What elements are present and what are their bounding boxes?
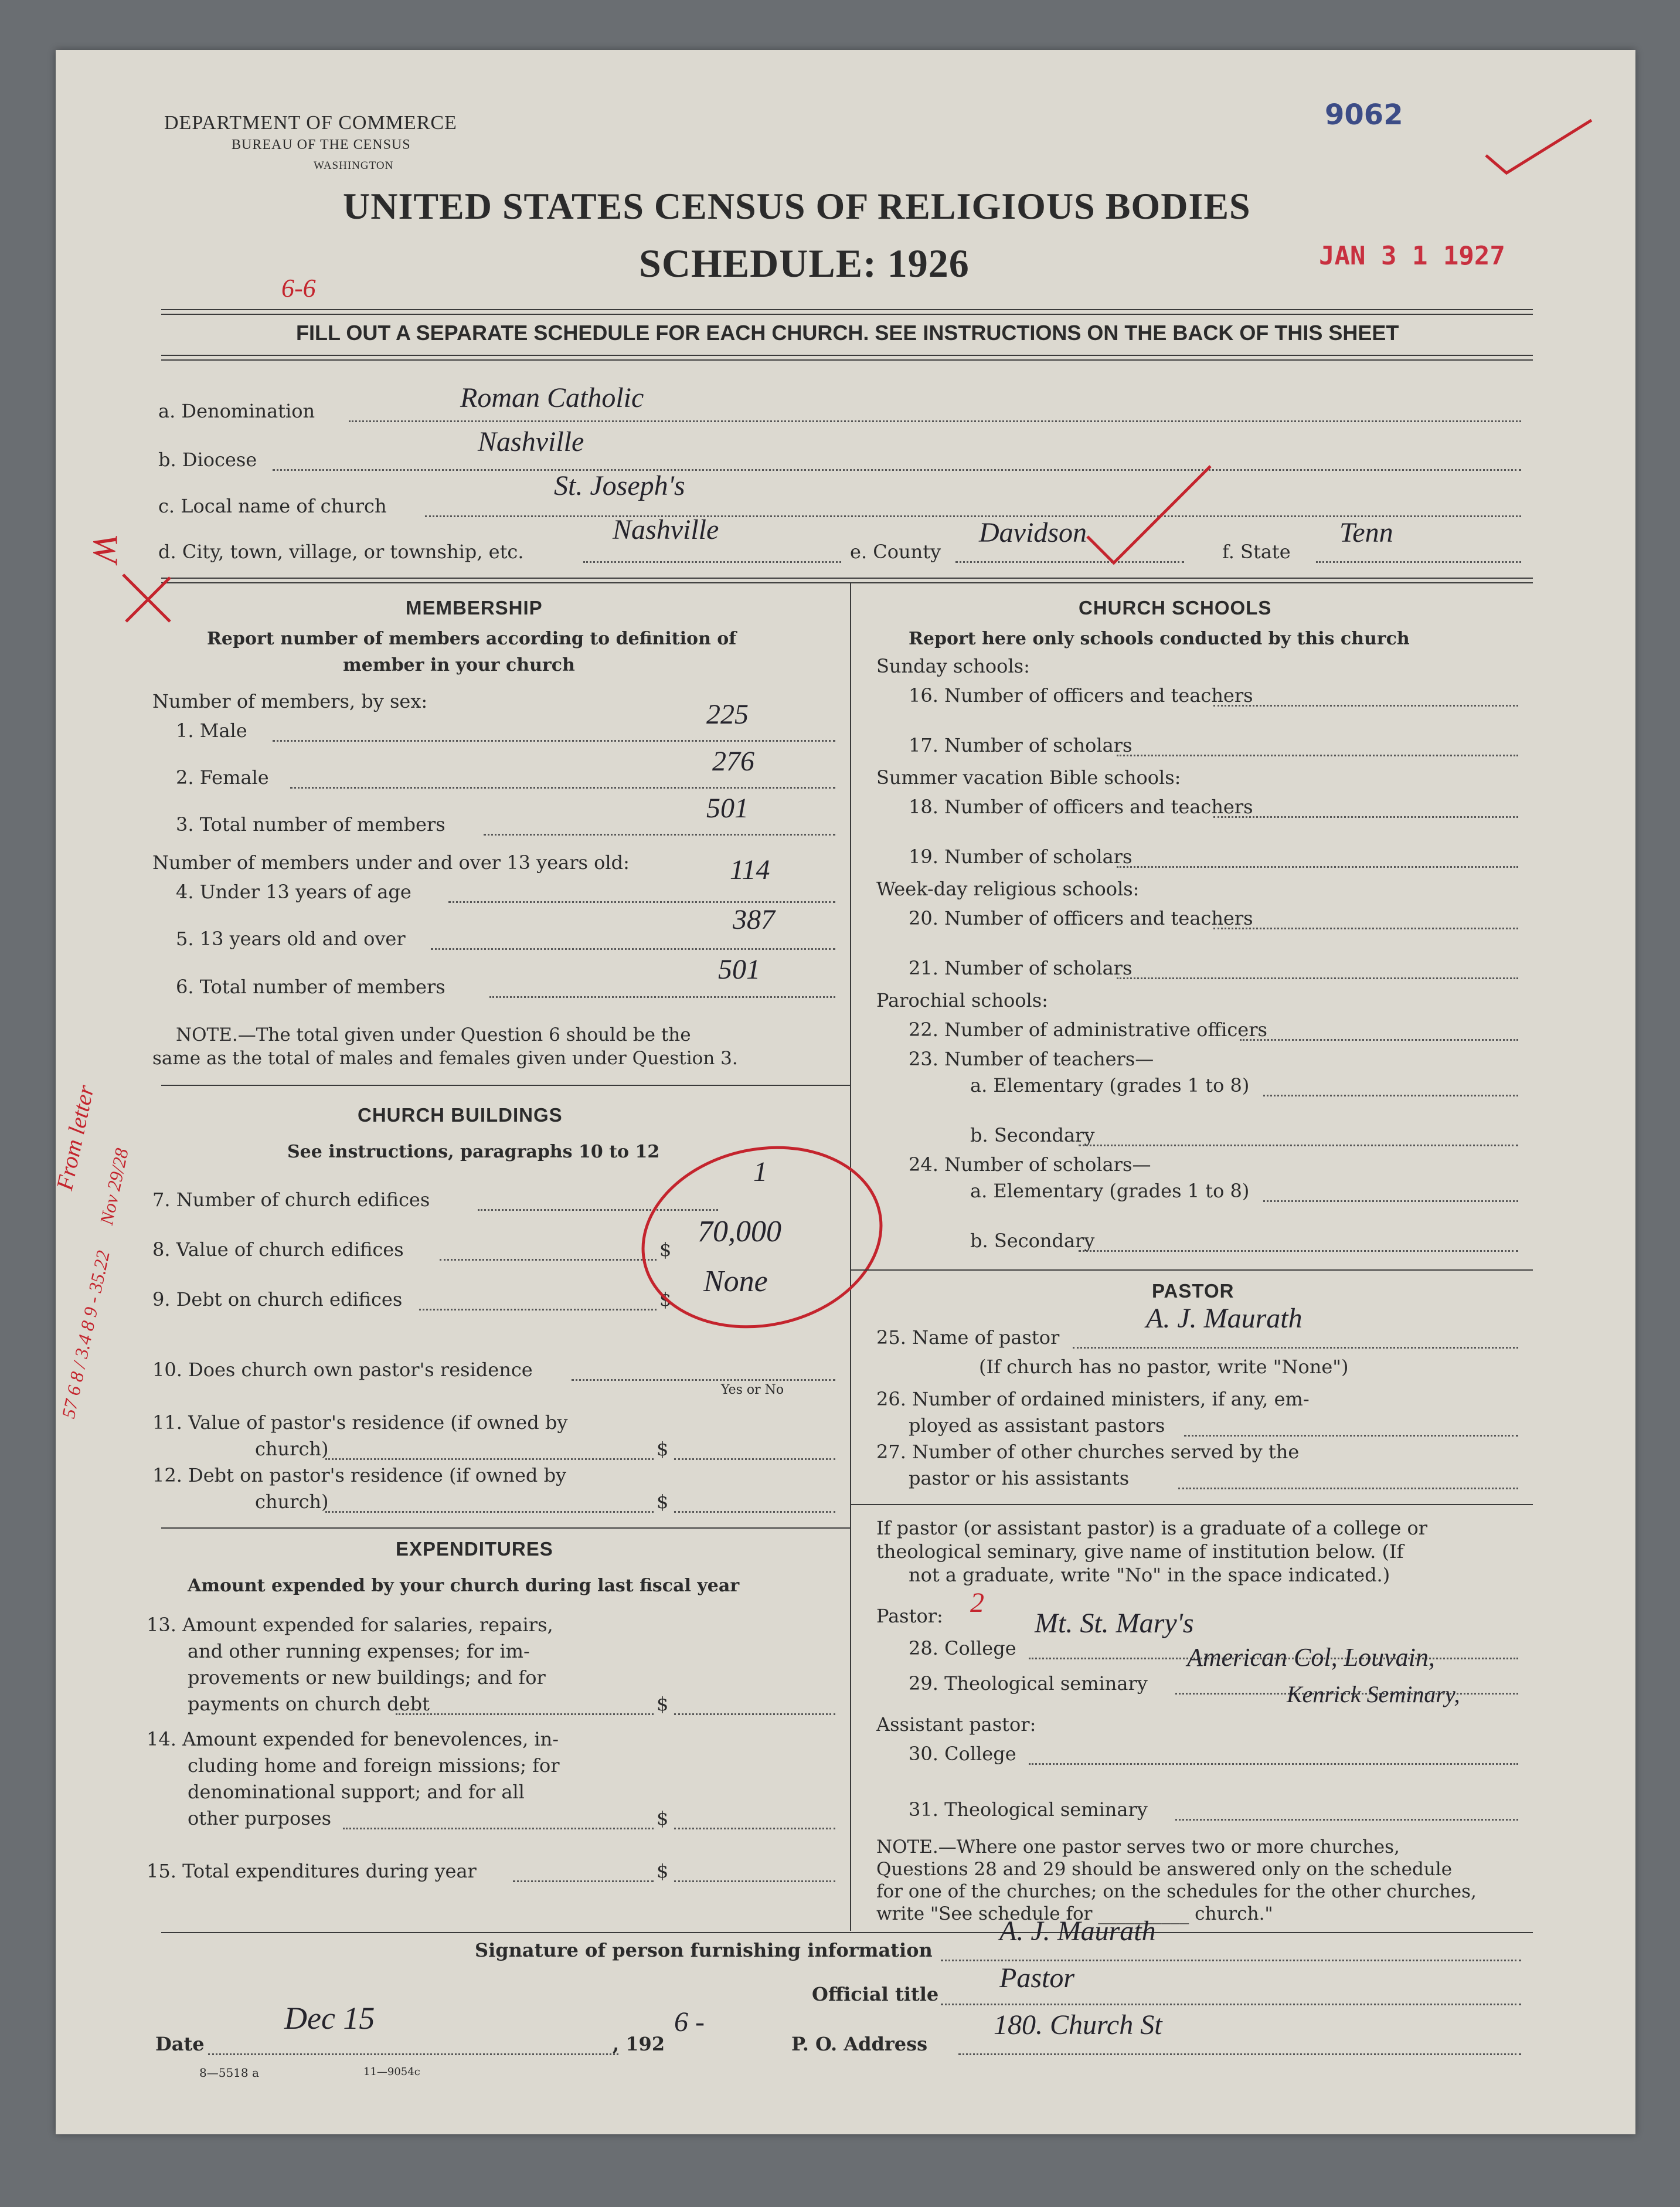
q27-label-2: pastor or his assistants	[909, 1467, 1130, 1489]
graduate-note-3: not a graduate, write "No" in the space indicated.)	[909, 1564, 1390, 1586]
date-label: Date	[155, 2033, 205, 2055]
q2-value: 276	[712, 746, 754, 777]
expenditures-sub: Amount expended by your church during last fiscal year	[188, 1576, 740, 1596]
q19-label: 19. Number of scholars	[909, 846, 1133, 868]
form-number-2: 11—9054c	[363, 2066, 420, 2078]
margin-mark: W	[86, 534, 125, 563]
county-label: e. County	[850, 541, 941, 563]
margin-note-1: From letter	[51, 1082, 99, 1193]
q8-label: 8. Value of church edifices	[152, 1238, 404, 1261]
schedule-title: SCHEDULE: 1926	[639, 241, 970, 286]
city-heading: WASHINGTON	[314, 159, 394, 172]
department-heading: DEPARTMENT OF COMMERCE	[164, 112, 457, 134]
q14-line-4: other purposes	[188, 1807, 332, 1829]
q3-value: 501	[706, 793, 749, 824]
margin-cross-icon	[114, 566, 179, 630]
q7-value: 1	[753, 1156, 767, 1187]
q16-label: 16. Number of officers and teachers	[909, 684, 1253, 707]
denomination-value: Roman Catholic	[460, 382, 644, 413]
q30-label: 30. College	[909, 1743, 1016, 1765]
q12-dollar: $	[657, 1490, 669, 1513]
pastor-mark: 2	[970, 1587, 984, 1618]
q26-label-2: ployed as assistant pastors	[909, 1414, 1165, 1437]
q25-label: 25. Name of pastor	[876, 1326, 1060, 1349]
file-number-stamp: 9062	[1325, 99, 1403, 131]
form-number: 8—5518 a	[199, 2066, 259, 2080]
q23b-label: b. Secondary	[970, 1124, 1095, 1146]
denomination-label: a. Denomination	[158, 400, 315, 422]
q6-label: 6. Total number of members	[176, 976, 445, 998]
instruction-bar: FILL OUT A SEPARATE SCHEDULE FOR EACH CHURCH. SEE INSTRUCTIONS ON THE BACK OF THIS SHEET	[296, 321, 1399, 345]
q24b-label: b. Secondary	[970, 1230, 1095, 1252]
pastor-name-value: A. J. Maurath	[1146, 1303, 1302, 1334]
po-address-label: P. O. Address	[791, 2033, 928, 2055]
diocese-label: b. Diocese	[158, 449, 257, 471]
state-label: f. State	[1222, 541, 1291, 563]
q7-label: 7. Number of church edifices	[152, 1189, 430, 1211]
county-value: Davidson	[979, 517, 1087, 548]
membership-sub1: Report number of members according to definition of	[207, 629, 737, 649]
local-name-value: St. Joseph's	[554, 470, 685, 501]
q4-label: 4. Under 13 years of age	[176, 881, 412, 903]
q4-value: 114	[730, 854, 770, 885]
red-circle-annotation	[633, 1140, 891, 1334]
q28-value: Mt. St. Mary's	[1035, 1608, 1194, 1639]
q13-line-2: and other running expenses; for im-	[188, 1640, 530, 1662]
county-check-icon	[1082, 460, 1216, 572]
q9-label: 9. Debt on church edifices	[152, 1288, 403, 1310]
q9-value: None	[703, 1265, 768, 1298]
membership-heading: MEMBERSHIP	[406, 597, 543, 619]
q22-label: 22. Number of administrative officers	[909, 1018, 1267, 1041]
city-value: Nashville	[613, 514, 719, 545]
bureau-heading: BUREAU OF THE CENSUS	[232, 137, 411, 152]
state-value: Tenn	[1339, 517, 1393, 548]
pastor-note-4: write "See schedule for __________ church."	[876, 1903, 1273, 1924]
q27-label-1: 27. Number of other churches served by the	[876, 1441, 1300, 1463]
q28-label: 28. College	[909, 1637, 1016, 1659]
q23a-label: a. Elementary (grades 1 to 8)	[970, 1074, 1250, 1096]
q26-label-1: 26. Number of ordained ministers, if any, em-	[876, 1388, 1310, 1410]
pastor-sub-label: Pastor:	[876, 1605, 943, 1627]
diocese-value: Nashville	[478, 426, 584, 457]
code-mark: 6-6	[281, 274, 316, 303]
q12-label-1: 12. Debt on pastor's residence (if owned by	[152, 1464, 567, 1486]
assistant-pastor-label: Assistant pastor:	[876, 1713, 1036, 1736]
official-title-value: Pastor	[999, 1962, 1075, 1994]
q14-line-2: cluding home and foreign missions; for	[188, 1754, 560, 1777]
q24-label: 24. Number of scholars—	[909, 1153, 1151, 1176]
official-title-label: Official title	[812, 1983, 939, 2005]
buildings-sub: See instructions, paragraphs 10 to 12	[287, 1142, 660, 1162]
received-date-stamp: JAN 3 1 1927	[1319, 241, 1505, 271]
q1-value: 225	[706, 699, 749, 730]
q2-label: 2. Female	[176, 766, 269, 789]
q17-label: 17. Number of scholars	[909, 734, 1133, 756]
q31-label: 31. Theological seminary	[909, 1798, 1148, 1821]
signature-label: Signature of person furnishing information	[475, 1939, 933, 1961]
q14-line-3: denominational support; and for all	[188, 1781, 525, 1803]
sunday-schools-label: Sunday schools:	[876, 655, 1030, 677]
q5-value: 387	[733, 904, 775, 935]
q13-line-4: payments on church debt	[188, 1693, 430, 1715]
margin-note-3: 57 6 8 / 3.4 8 9 - 35.22	[57, 1248, 114, 1421]
q11-label-2: church)	[255, 1438, 329, 1460]
form-title: UNITED STATES CENSUS OF RELIGIOUS BODIES	[343, 185, 1251, 227]
q18-label: 18. Number of officers and teachers	[909, 796, 1253, 818]
pastor-note-3: for one of the churches; on the schedules for the other churches,	[876, 1881, 1477, 1902]
margin-note-2: Nov 29/28	[96, 1146, 132, 1227]
q15-label: 15. Total expenditures during year	[147, 1860, 477, 1882]
summer-schools-label: Summer vacation Bible schools:	[876, 766, 1181, 789]
membership-note-1: NOTE.—The total given under Question 6 should be the	[176, 1024, 691, 1045]
q29-value-1: American Col, Louvain,	[1187, 1643, 1435, 1672]
parochial-schools-label: Parochial schools:	[876, 989, 1048, 1011]
schools-sub: Report here only schools conducted by this church	[909, 629, 1410, 649]
pastor-note-1: NOTE.—Where one pastor serves two or more churches,	[876, 1836, 1400, 1858]
q20-label: 20. Number of officers and teachers	[909, 907, 1253, 929]
membership-sub2: member in your church	[343, 655, 575, 675]
signature-value: A. J. Maurath	[999, 1916, 1156, 1947]
census-schedule-sheet	[51, 50, 1635, 2134]
q12-label-2: church)	[255, 1490, 329, 1513]
q8-dollar: $	[659, 1238, 672, 1261]
date-value: Dec 15	[284, 2001, 375, 2036]
city-label: d. City, town, village, or township, etc.	[158, 541, 524, 563]
q13-line-3: provements or new buildings; and for	[188, 1666, 546, 1689]
members-by-sex-label: Number of members, by sex:	[152, 690, 428, 712]
q25-note: (If church has no pastor, write "None")	[979, 1356, 1349, 1378]
q1-label: 1. Male	[176, 719, 247, 742]
year-value: 6 -	[674, 2006, 705, 2038]
q13-dollar: $	[657, 1693, 669, 1715]
po-address-value: 180. Church St	[994, 2009, 1162, 2040]
check-mark-icon	[1480, 114, 1597, 179]
q21-label: 21. Number of scholars	[909, 957, 1133, 979]
q5-label: 5. 13 years old and over	[176, 928, 406, 950]
local-name-label: c. Local name of church	[158, 495, 387, 517]
q29-value-2: Kenrick Seminary,	[1287, 1681, 1460, 1707]
yes-no-hint: Yes or No	[721, 1383, 784, 1397]
q11-dollar: $	[657, 1438, 669, 1460]
schools-heading: CHURCH SCHOOLS	[1079, 597, 1272, 619]
pastor-note-2: Questions 28 and 29 should be answered only on the schedule	[876, 1859, 1453, 1880]
q6-value: 501	[718, 954, 760, 985]
q15-dollar: $	[657, 1860, 669, 1882]
membership-note-2: same as the total of males and females given under Question 3.	[152, 1048, 738, 1069]
q8-value: 70,000	[698, 1215, 781, 1248]
q11-label-1: 11. Value of pastor's residence (if owned by	[152, 1411, 568, 1434]
q14-dollar: $	[657, 1807, 669, 1829]
q9-dollar: $	[659, 1288, 672, 1310]
weekday-schools-label: Week-day religious schools:	[876, 878, 1140, 900]
members-by-age-label: Number of members under and over 13 years old:	[152, 851, 630, 874]
graduate-note-1: If pastor (or assistant pastor) is a graduate of a college or	[876, 1517, 1428, 1539]
q10-label: 10. Does church own pastor's residence	[152, 1359, 533, 1381]
graduate-note-2: theological seminary, give name of institution below. (If	[876, 1540, 1404, 1563]
year-prefix: , 192	[613, 2033, 665, 2055]
pastor-heading: PASTOR	[1152, 1280, 1235, 1302]
q14-line-1: 14. Amount expended for benevolences, in-	[147, 1728, 559, 1750]
buildings-heading: CHURCH BUILDINGS	[358, 1104, 563, 1126]
q29-label: 29. Theological seminary	[909, 1672, 1148, 1695]
expenditures-heading: EXPENDITURES	[396, 1538, 553, 1560]
q23-label: 23. Number of teachers—	[909, 1048, 1154, 1070]
q3-label: 3. Total number of members	[176, 813, 445, 836]
q24a-label: a. Elementary (grades 1 to 8)	[970, 1180, 1250, 1202]
q13-line-1: 13. Amount expended for salaries, repairs,	[147, 1614, 553, 1636]
